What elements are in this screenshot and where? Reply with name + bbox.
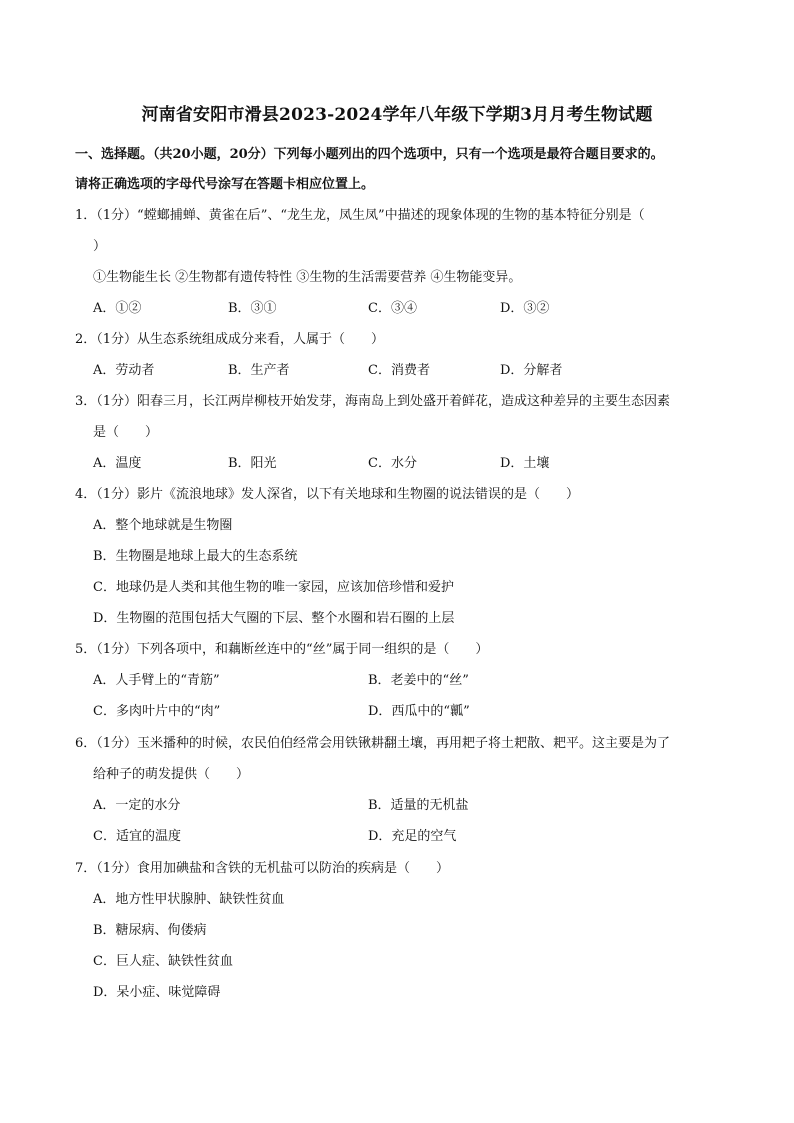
option-d: D．西瓜中的“瓤” bbox=[368, 704, 470, 719]
option-b: B．适量的无机盐 bbox=[368, 798, 469, 813]
option-d: D．生物圈的范围包括大气圈的下层、整个水圈和岩石圈的上层 bbox=[93, 611, 455, 626]
question-7-stem: 7．（1分）食用加碘盐和含铁的无机盐可以防治的疾病是（ ） bbox=[75, 861, 450, 876]
option-d: D．分解者 bbox=[500, 363, 563, 378]
option-c: C．地球仍是人类和其他生物的唯一家园，应该加倍珍惜和爱护 bbox=[93, 580, 454, 595]
option-c: C．水分 bbox=[368, 456, 417, 471]
option-d: D．土壤 bbox=[500, 456, 550, 471]
option-c: C．③④ bbox=[368, 301, 417, 316]
option-a: A．①② bbox=[93, 301, 142, 316]
option-b: B．阳光 bbox=[228, 456, 277, 471]
question-3-stem: 3．（1分）阳春三月，长江两岸柳枝开始发芽，海南岛上到处盛开着鲜花，造成这种差异的主要生态因素 bbox=[75, 394, 671, 409]
option-d: D．③② bbox=[500, 301, 550, 316]
question-4-stem: 4．（1分）影片《流浪地球》发人深省，以下有关地球和生物圈的说法错误的是（ ） bbox=[75, 487, 580, 502]
section-instructions-line1: 一、选择题。（共20小题，20分）下列每小题列出的四个选项中，只有一个选项是最符合题目要求的。 bbox=[75, 147, 664, 162]
question-6-stem-cont: 给种子的萌发提供（ ） bbox=[93, 767, 250, 782]
option-d: D．呆小症、味觉障碍 bbox=[93, 985, 221, 1000]
question-1-statements: ①生物能生长 ②生物都有遗传特性 ③生物的生活需要营养 ④生物能变异。 bbox=[93, 270, 522, 285]
option-a: A．劳动者 bbox=[93, 363, 155, 378]
option-a: A．人手臂上的“青筋” bbox=[93, 673, 220, 688]
option-b: B．③① bbox=[228, 301, 277, 316]
question-2-stem: 2．（1分）从生态系统组成成分来看，人属于（ ） bbox=[75, 332, 385, 347]
question-1-stem-cont: ） bbox=[93, 239, 107, 254]
option-c: C．消费者 bbox=[368, 363, 430, 378]
option-c: C．适宜的温度 bbox=[93, 829, 181, 844]
option-a: A．整个地球就是生物圈 bbox=[93, 518, 233, 533]
option-b: B．生产者 bbox=[228, 363, 290, 378]
option-a: A．一定的水分 bbox=[93, 798, 181, 813]
option-c: C．巨人症、缺铁性贫血 bbox=[93, 954, 233, 969]
question-3-stem-cont: 是（ ） bbox=[93, 425, 159, 440]
section-instructions-line2: 请将正确选项的字母代号涂写在答题卡相应位置上。 bbox=[75, 177, 375, 192]
option-b: B．老姜中的“丝” bbox=[368, 673, 469, 688]
option-a: A．地方性甲状腺肿、缺铁性贫血 bbox=[93, 892, 285, 907]
option-a: A．温度 bbox=[93, 456, 142, 471]
option-b: B．生物圈是地球上最大的生态系统 bbox=[93, 549, 298, 564]
question-6-stem: 6．（1分）玉米播种的时候，农民伯伯经常会用铁锹耕翻土壤，再用耙子将土耙散、耙平。这主要是为了 bbox=[75, 736, 671, 751]
option-d: D．充足的空气 bbox=[368, 829, 457, 844]
question-1-stem: 1．（1分）“螳螂捕蝉、黄雀在后”、“龙生龙，凤生凤”中描述的现象体现的生物的基本特征分别是（ bbox=[75, 208, 645, 223]
question-5-stem: 5．（1分）下列各项中，和藕断丝连中的“丝”属于同一组织的是（ ） bbox=[75, 642, 489, 657]
page-title: 河南省安阳市滑县2023-2024学年八年级下学期3月月考生物试题 bbox=[141, 105, 653, 125]
option-c: C．多肉叶片中的“肉” bbox=[93, 704, 221, 719]
option-b: B．糖尿病、佝偻病 bbox=[93, 923, 207, 938]
